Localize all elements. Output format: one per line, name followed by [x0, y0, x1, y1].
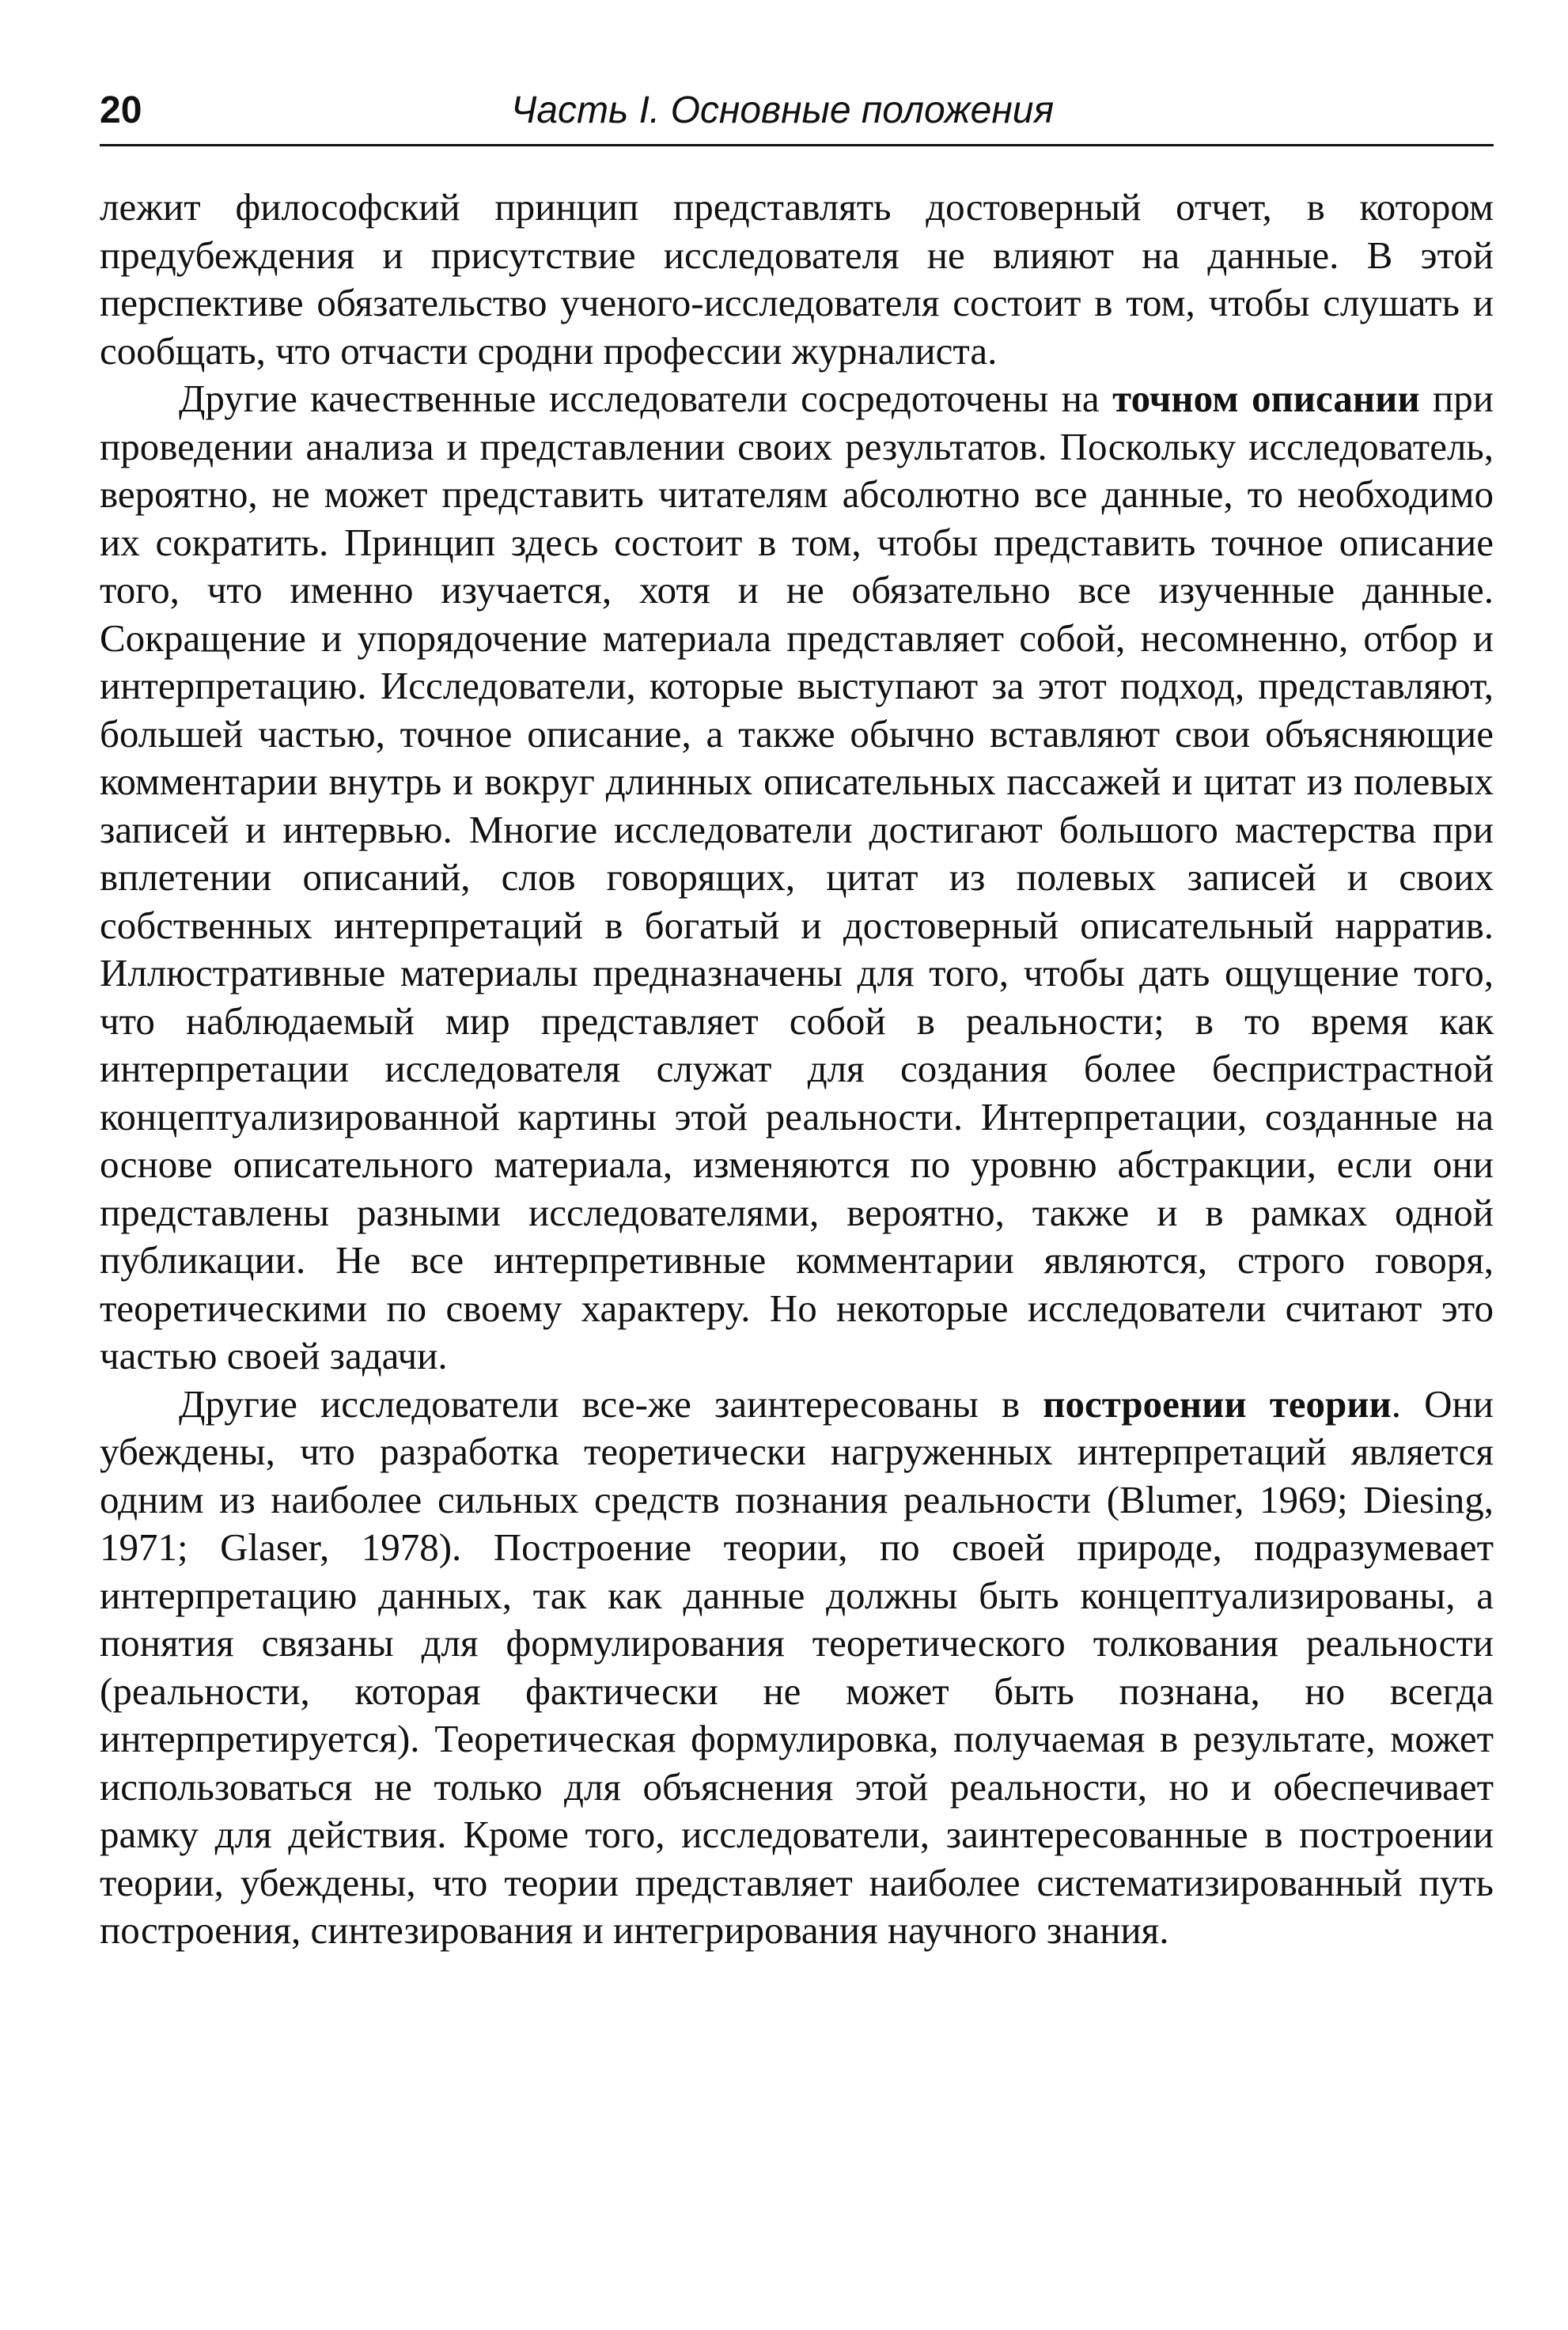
- running-title: Часть I. Основные положения: [511, 89, 1055, 131]
- page-header: [100, 85, 1494, 149]
- paragraph-1-text: лежит философский принцип представлять достоверный отчет, в котором предубеждения и присутствие исследователя не влияют на данные. В этой перспективе обязательство ученого-исследователя состоит в том, чтобы слушать и сообщать, что отчасти сродни профессии журналиста.: [100, 185, 1494, 373]
- paragraph-3-text-a: Другие исследователи все-же заинтересованы в: [179, 1381, 1043, 1426]
- term-theory-building: построении теории: [1043, 1381, 1392, 1426]
- page-number: 20: [100, 89, 142, 131]
- term-precise-description: точном описании: [1112, 377, 1420, 420]
- paragraph-2-text-a: Другие качественные исследователи сосредоточены на: [179, 377, 1113, 420]
- paragraph-3: [100, 1381, 1494, 1955]
- paragraph-2-text-b: при проведении анализа и представлении своих результатов. Поскольку исследователь, вероятно, не может представить читателям абсолютно все данные, то необходимо их сократить. Принцип здесь состоит в том, чтобы представить точное описание того, что именно изучается, хотя и не обязательно все изученные данные. Сокращение и упорядочение материала представляет собой, несомненно, отбор и интерпретацию. Исследователи, которые выступают за этот подход, представляют, большей частью, точное описание, а также обычно вставляют свои объясняющие комментарии внутрь и вокруг длинных описательных пассажей и цитат из полевых записей и интервью. Многие исследователи достигают большого мастерства при вплетении описаний, слов говорящих, цитат из полевых записей и своих собственных интерпретаций в богатый и достоверный описательный нарратив. Иллюстративные материалы предназначены для того, чтобы дать ощущение того, что наблюдаемый мир представляет собой в реальности; в то время как интерпретации исследователя служат для создания более беспристрастной концептуализированной картины этой реальности. Интерпретации, созданные на основе описательного материала, изменяются по уровню абстракции, если они представлены разными исследователями, вероятно, также и в рамках одной публикации. Не все интерпретивные комментарии являются, строго говоря, теоретическими по своему характеру. Но некоторые исследователи считают это частью своей задачи.: [100, 377, 1494, 1377]
- header-rule: [100, 144, 1494, 146]
- paragraph-1: [100, 184, 1494, 375]
- paragraph-3-text-b: . Они убеждены, что разработка теоретически нагруженных интерпретаций является одним из наиболее сильных средств познания реальности (Blumer, 1969; Diesing, 1971; Glaser, 1978). Построение теории, по своей природе, подразумевает интерпретацию данных, так как данные должны быть концептуализированы, а понятия связаны для формулирования теоретического толкования реальности (реальности, которая фактически не может быть познана, но всегда интерпретируется). Теоретическая формулировка, получаемая в результате, может использоваться не только для объяснения этой реальности, но и обеспечивает рамку для действия. Кроме того, исследователи, заинтересованные в построении теории, убеждены, что теории представляет наиболее систематизированный путь построения, синтезирования и интегрирования научного знания.: [100, 1381, 1494, 1952]
- body-text: [100, 184, 1494, 1955]
- paragraph-2: [100, 375, 1494, 1381]
